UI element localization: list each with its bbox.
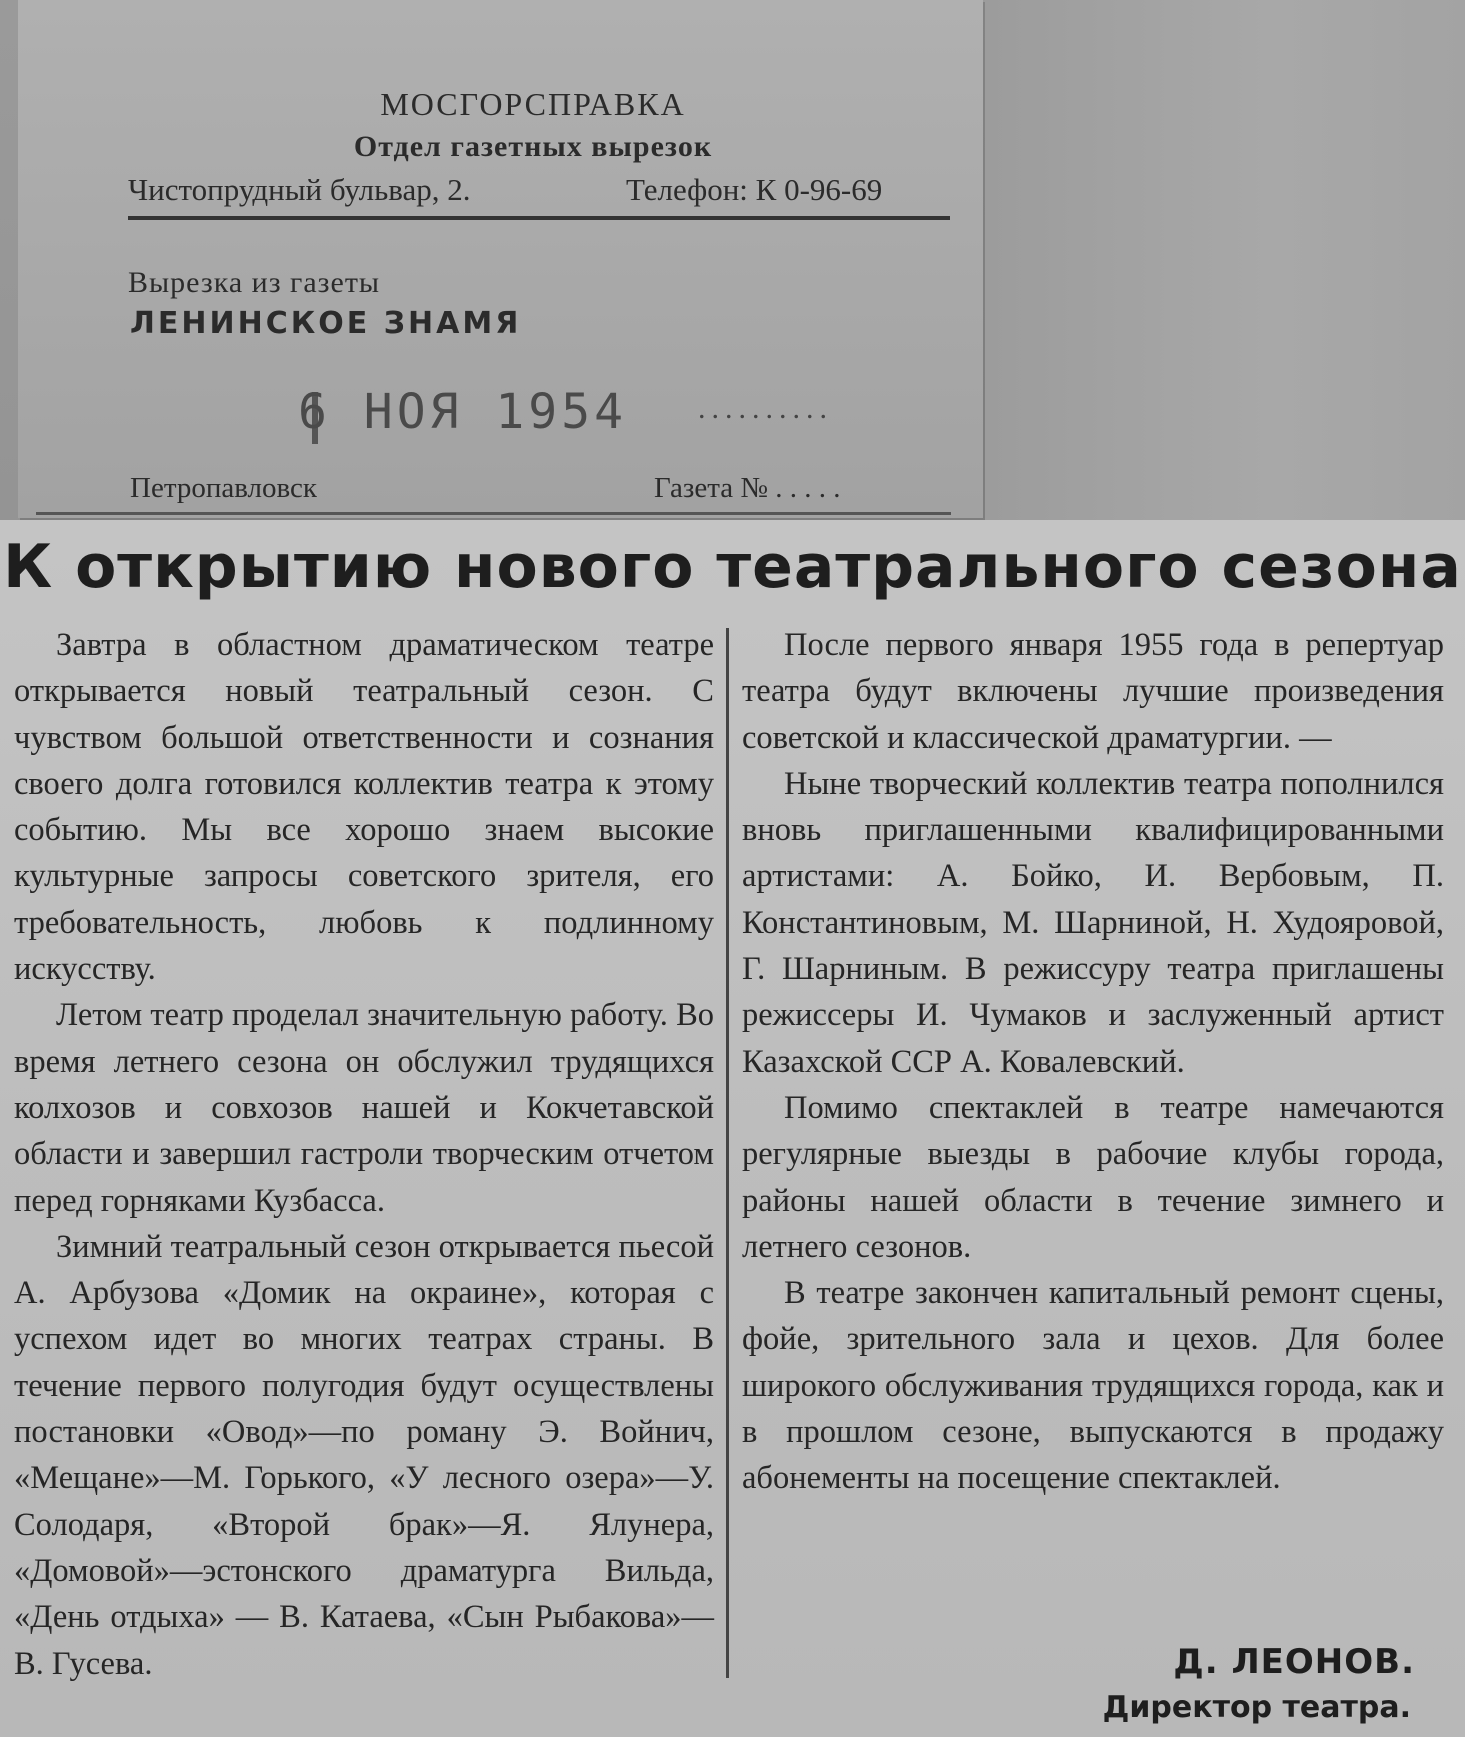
paragraph: Зимний театральный сезон открывается пьесой А. Арбузова «Домик на окраине», которая с успехом идет во многих театрах страны. В течение первого полугодия будут осуществлены постановки «Овод»—по роману Э. Войнич, «Мещане»—М. Горького, «У лесного озера»—У. Солодаря, «Второй брак»—Я. Ялунера, «Домовой»—эстонского драматурга Вильда, «День отдыха» — В. Катаева, «Сын Рыбакова»—В. Гусева.	[14, 1228, 714, 1682]
date-dots: ..........	[698, 392, 833, 425]
card-bottom-rule	[36, 512, 951, 515]
paragraph: В театре закончен капитальный ремонт сцены, фойе, зрительного зала и цехов. Для более широкого обслуживания трудящихся города, как и в прошлом сезоне, выпускаются в продажу абонементы на посещение спектаклей.	[742, 1275, 1444, 1497]
paragraph: Завтра в областном драматическом театре открывается новый театральный сезон. С чувством большой ответственности и сознания своего долга готовился коллектив театра к этому событию. Мы все хорошо знаем высокие культурные запросы советского зрителя, его требовательность, любовь к подлинному искусству.	[14, 627, 714, 988]
newspaper-name: ЛЕНИНСКОЕ ЗНАМЯ	[130, 306, 522, 341]
phone: Телефон: К 0-96-69	[626, 172, 883, 207]
issue-number: Газета № . . . . .	[654, 472, 841, 504]
article-headline: К открытию нового театрального сезона	[3, 532, 1462, 602]
author-title: Директор театра.	[1102, 1690, 1411, 1725]
paragraph: После первого января 1955 года в репертуар театра будут включены лучшие произведения советской и классической драматургии. —	[742, 627, 1444, 756]
paragraph: Ныне творческий коллектив театра пополнился вновь приглашенными квалифицированными артистами: А. Бойко, И. Вербовым, П. Константиновым, М. Шарниной, Н. Худояровой, Г. Шарниным. В режиссуру театра приглашены режиссеры И. Чумаков и заслуженный артист Казахской ССР А. Ковалевский.	[742, 765, 1444, 1080]
city: Петропавловск	[130, 472, 317, 504]
paragraph: Помимо спектаклей в театре намечаются регулярные выезды в рабочие клубы города, районы нашей области в течение зимнего и летнего сезонов.	[742, 1089, 1444, 1265]
department-name: Отдел газетных вырезок	[353, 130, 713, 163]
org-name: МОСГОРСПРАВКА	[380, 86, 686, 122]
address: Чистопрудный бульвар, 2.	[128, 172, 471, 207]
clipping-service-card	[18, 0, 983, 518]
article-column-right	[742, 622, 1444, 1502]
clip-label: Вырезка из газеты	[128, 266, 381, 299]
date-stamp: 6 НОЯ 1954	[298, 384, 627, 440]
author-signature: Д. ЛЕОНОВ.	[1173, 1642, 1415, 1682]
paragraph: Летом театр проделал значительную работу. Во время летнего сезона он обслужил трудящихся колхозов и совхозов нашей и Кокчетавской области и завершил гастроли творческим отчетом перед горняками Кузбасса.	[14, 997, 714, 1219]
header-rule	[128, 216, 950, 220]
scan-margin	[985, 0, 1465, 520]
article-column-left	[14, 622, 714, 1687]
newspaper-clipping	[0, 520, 1465, 1737]
column-divider	[726, 628, 729, 1678]
